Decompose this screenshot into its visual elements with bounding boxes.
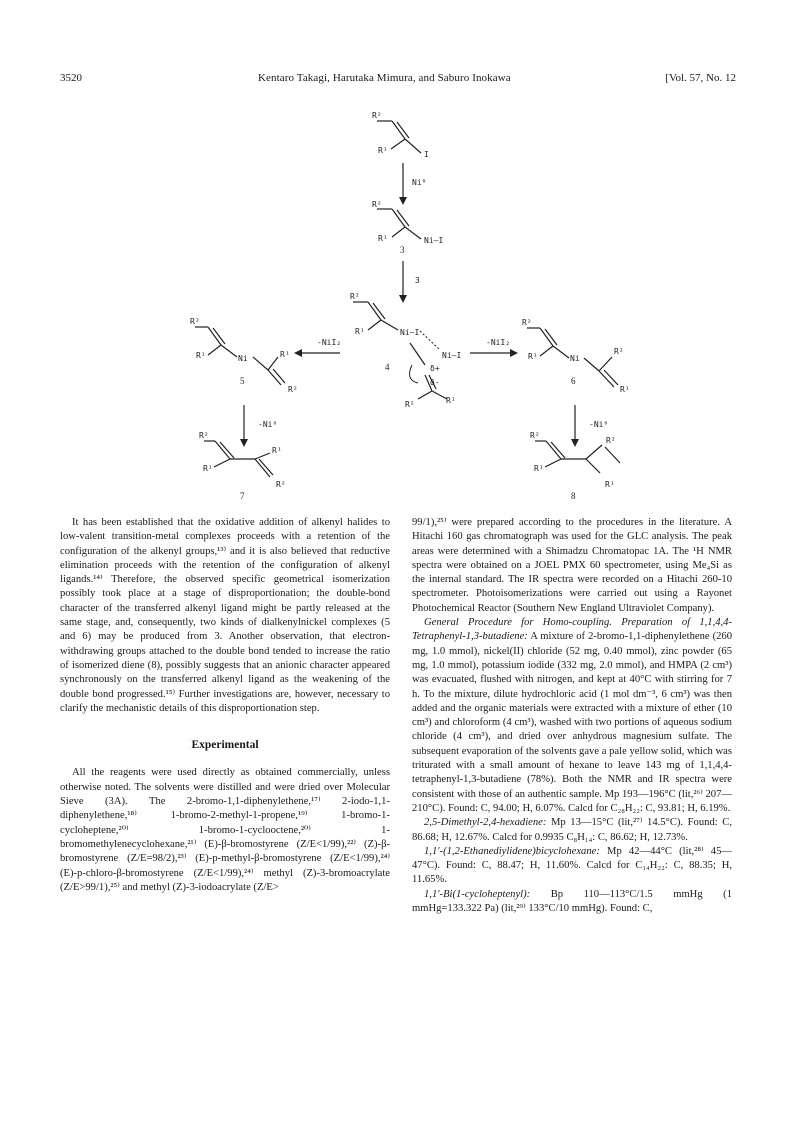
scheme-minus-ni0-right: -Ni⁰ [589, 420, 609, 429]
right-column [412, 516, 732, 916]
scheme-r2-8b: R² [606, 436, 616, 445]
reaction-scheme-drawing [0, 95, 793, 515]
journal-volume: [Vol. 57, No. 12 [665, 72, 736, 84]
compound-number-5: 5 [240, 376, 245, 386]
compound-number-7: 7 [240, 491, 245, 501]
scheme-r2-8: R² [530, 431, 540, 440]
scheme-r1-5b: R¹ [280, 350, 290, 359]
scheme-ni-5: Ni [238, 354, 248, 363]
scheme-r2-4: R² [350, 292, 360, 301]
scheme-ni0-reagent: Ni⁰ [412, 178, 427, 187]
running-header [60, 72, 736, 88]
scheme-r1-8: R¹ [534, 464, 544, 473]
compound-number-4: 4 [385, 362, 390, 372]
scheme-r2-6b: R² [614, 347, 624, 356]
scheme-r2-3: R² [372, 200, 382, 209]
scheme-delta-plus: δ+ [430, 364, 440, 373]
scheme-r2-4b: R² [405, 400, 415, 409]
scheme-r1-4b: R¹ [446, 396, 456, 405]
bicycloheptenyl-text: Bp 110—113°C/1.5 mmHg (1 mmHg=133.322 Pa) (lit,²⁹⁾ 133°C/10 mmHg). Found: C, [412, 888, 732, 915]
hexadiene-heading: 2,5-Dimethyl-2,4-hexadiene: [424, 817, 547, 829]
hexadiene-text: Mp 13—15°C (lit,²⁷⁾ 14.5°C). Found: C, 86.68; H, 12.67%. Calcd for 0.9935 C₈H₁₄: C, 86.62; H, 12.73%. [412, 817, 732, 843]
reaction-scheme [0, 95, 793, 515]
compound-number-6: 6 [571, 376, 576, 386]
scheme-r1-8b: R¹ [605, 480, 615, 489]
scheme-r2-5b: R² [288, 385, 298, 394]
scheme-ni-i-4: Ni—I [400, 328, 420, 337]
compound-paragraph-bicyclohexane [412, 845, 732, 888]
page-number: 3520 [60, 72, 82, 84]
procedure-text: A mixture of 2-bromo-1,1-diphenylethene (260 mg, 1.0 mmol), nickel(II) chloride (52 mg, 0.40 mmol), zinc powder (65 mg, 1.0 mmol), potassium iodide (332 mg, 2.0 mmol), and HMPA (2 cm³) was evacuated, flushed with nitrogen, and kept at 40°C with stirring for 7 h. To the mixture, dilute hydrochloric acid (1 mol dm⁻³, 6 cm³) was then added and the organic materials were extracted with a mixture of ether (10 cm³) and chloroform (4 cm³), washed with two portions of aqueous sodium chloride (4 cm³), and dried over anhydrous magnesium sulfate. The subsequent evaporation of the solvents gave a pale yellow solid, which was triturated with a small amount of hexane to leave 143 mg of 1,1,4,4-tetraphenyl-1,3-butadiene (78%). Both the NMR and IR spectra were consistent with those of an authentic sample. Mp 193—196°C (lit,²⁶⁾ 207—210°C). Found: C, 94.00; H, 6.07%. Calcd for C₂₈H₂₂: C, 93.81; H, 6.19%. [412, 631, 732, 814]
bicyclohexane-text: Mp 42—44°C (lit,²⁸⁾ 45—47°C). Found: C, 88.47; H, 11.60%. Calcd for C₁₄H₂₂: C, 88.35; H, 11.65%. [412, 845, 732, 886]
scheme-r1-6b: R¹ [620, 385, 630, 394]
scheme-r1-5: R¹ [196, 351, 206, 360]
procedure-heading: General Procedure for Homo-coupling. [424, 617, 612, 629]
scheme-delta-minus: δ- [430, 378, 440, 387]
scheme-r2-6: R² [522, 318, 532, 327]
left-column [60, 516, 390, 895]
scheme-reagent-3: 3 [415, 276, 420, 285]
bicycloheptenyl-heading: 1,1′-Bi(1-cycloheptenyl): [424, 888, 531, 900]
compound-number-8: 8 [571, 491, 576, 501]
preparation-heading: Preparation of 1,1,4,4-Tetraphenyl-1,3-butadiene: [412, 617, 732, 643]
scheme-nii-4b: Ni—I [442, 351, 462, 360]
compound-paragraph-bicycloheptenyl [412, 888, 732, 917]
scheme-minus-nii2-right: -NiI₂ [486, 338, 511, 347]
scheme-r1-7b: R¹ [272, 446, 282, 455]
scheme-r2-top: R² [372, 111, 382, 120]
scheme-r1-7: R¹ [203, 464, 213, 473]
homo-coupling-paragraph [412, 616, 732, 816]
section-title-experimental: Experimental [191, 739, 259, 752]
instrument-paragraph: 99/1),²⁵⁾ were prepared according to the procedures in the literature. A Hitachi 160 gas chromatograph was used for the GLC analysis. The peak areas were determined with a Shimadzu Chromatopac 1A. The ¹H NMR spectra were obtained on a JOEL PMX 60 spectrometer, using Me₄Si as the internal standard. The IR spectra were recorded on a Hitachi 260-10 spectrometer. Photoisomerizations were carried out using a Rayonet Photochemical Reactor (Southern New England Ultraviolet Company). [412, 517, 732, 614]
running-authors: Kentaro Takagi, Harutaka Mimura, and Saburo Inokawa [258, 72, 511, 84]
scheme-r2-7: R² [199, 431, 209, 440]
experimental-paragraph: All the reagents were used directly as obtained commercially, unless otherwise noted. The solvents were distilled and were dried over Molecular Sieve (3A). The 2-bromo-1,1-diphenylethene,¹⁷⁾ 2-iodo-1,1-diphenylethene,¹⁸⁾ 1-bromo-2-methyl-1-propene,¹⁹⁾ 1-bromo-1-cycloheptene,²⁰⁾ 1-bromo-1-cyclooctene,²⁰⁾ 1-bromomethylenecyclohexane,²¹⁾ (E)-β-bromostyrene (Z/E<1/99),²²⁾ (Z)-β-bromostyrene (Z/E=98/2),²³⁾ (E)-p-methyl-β-bromostyrene (Z/E<1/99),²⁴⁾ (E)-p-chloro-β-bromostyrene (Z/E<1/99),²⁴⁾ methyl (Z)-3-bromoacrylate (Z/E>99/1),²⁵⁾ and methyl (Z)-3-iodoacrylate (Z/E> [60, 767, 390, 893]
scheme-r1-4: R¹ [355, 327, 365, 336]
compound-number-3: 3 [400, 245, 405, 255]
scheme-iodine-top: I [424, 150, 429, 159]
compound-paragraph-hexadiene [412, 816, 732, 845]
scheme-minus-ni0-left: -Ni⁰ [258, 420, 278, 429]
scheme-ni-6: Ni [570, 354, 580, 363]
scheme-minus-nii2-left: -NiI₂ [317, 338, 342, 347]
scheme-r1-top: R¹ [378, 146, 388, 155]
scheme-r1-3: R¹ [378, 234, 388, 243]
scheme-nii-3: Ni—I [424, 236, 444, 245]
discussion-paragraph: It has been established that the oxidative addition of alkenyl halides to low-valent transition-metal complexes proceeds with a retention of the configuration of the alkenyl groups,¹³⁾ and it is also believed that reductive elimination proceeds with the retention of the configuration of alkenyl ligands.¹⁴⁾ Therefore, the observed specific geometrical isomerization possibly took place at a stage of disproportionation; the double-bond character of the transferred alkenyl ligand might be partly released at the same stage, and, consequently, two kinds of dialkenylnickel complexes (5 and 6) may be produced from 3. Another observation, that electron-withdrawing groups attached to the double bond tended to increase the ratio of isomerized diene (8), possibly suggests that an anionic character appeared synchronously on the transferred alkenyl ligand as the weakening of the double bond progressed.¹⁵⁾ Further investigations are, however, necessary to clarify the mechanistic details of this disproportionation step. [60, 517, 390, 714]
scheme-r2-7b: R² [276, 480, 286, 489]
bicyclohexane-heading: 1,1′-(1,2-Ethanediylidene)bicyclohexane: [424, 845, 600, 857]
scheme-r2-5: R² [190, 317, 200, 326]
scheme-r1-6: R¹ [528, 352, 538, 361]
